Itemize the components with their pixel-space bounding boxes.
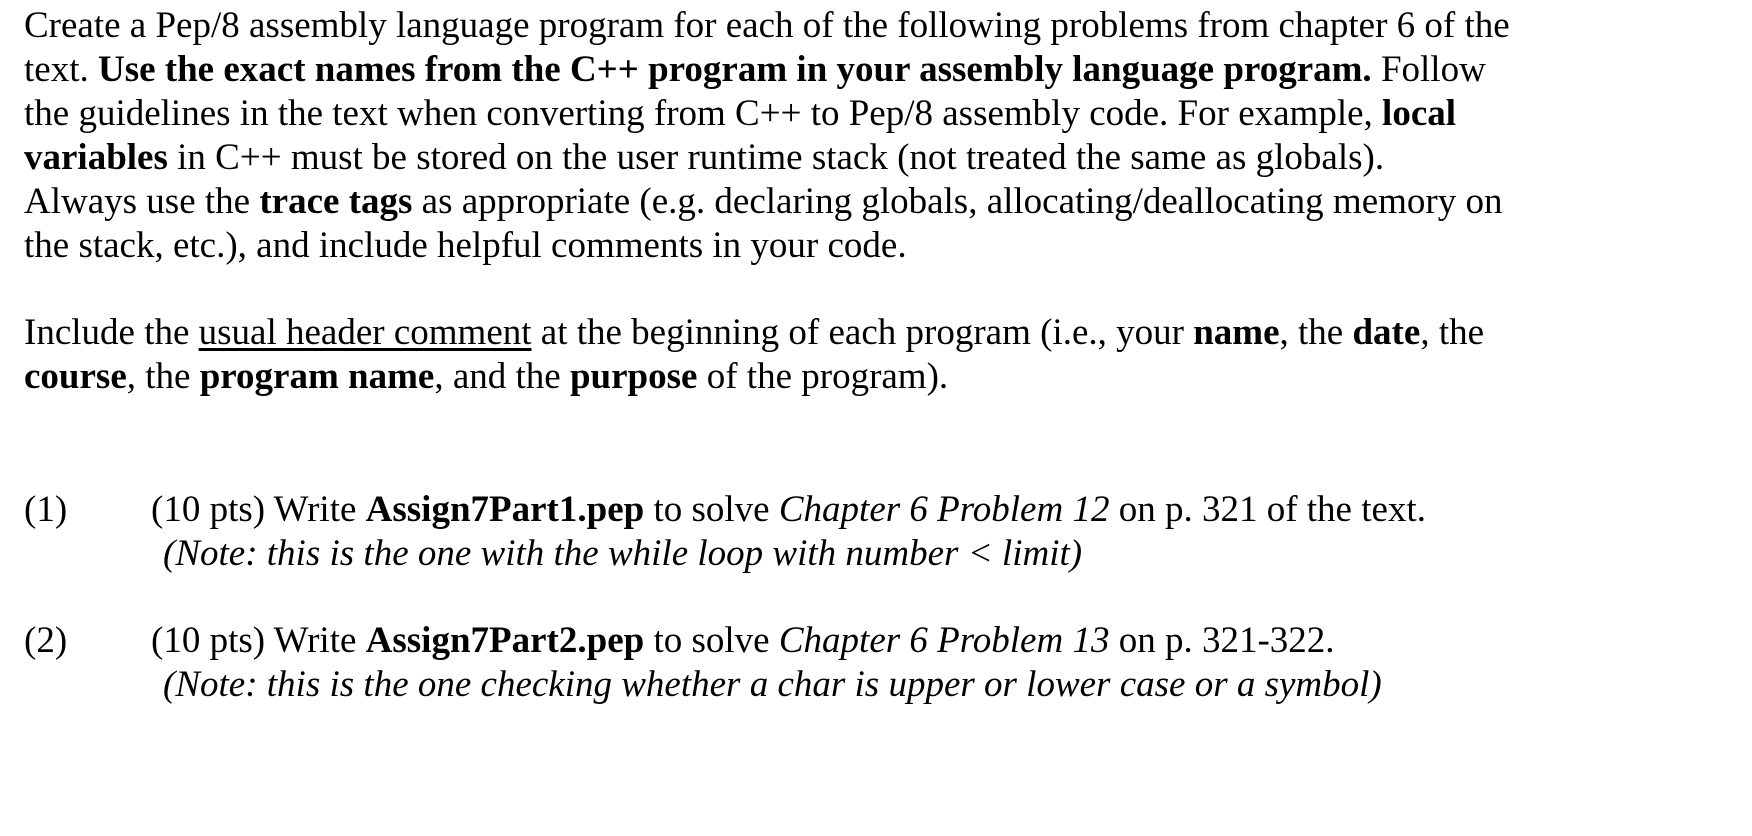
item-1-note: (Note: this is the one with the while loop with number < limit) (163, 533, 1083, 574)
header-text: , the (1279, 312, 1353, 353)
course-emphasis: course (24, 356, 127, 397)
exact-names-emphasis: Use the exact names from the C++ program in your assembly language program. (97, 49, 1372, 90)
header-text: , the (1420, 312, 1485, 353)
item-text: (10 pts) Write (151, 620, 366, 661)
item-1-problem: Chapter 6 Problem 12 (778, 489, 1110, 530)
date-emphasis: date (1352, 312, 1421, 353)
item-text: (10 pts) Write (151, 489, 366, 530)
intro-text: Create a Pep/8 assembly language program for each of the following problems from chapter 6 of the (24, 5, 1510, 46)
item-1-number: (1) (24, 489, 68, 530)
purpose-emphasis: purpose (569, 356, 698, 397)
local-emphasis: local (1382, 93, 1457, 134)
usual-header-comment-emphasis: usual header comment (198, 312, 532, 353)
item-2-note: (Note: this is the one checking whether a char is upper or lower case or a symbol) (163, 664, 1382, 705)
item-1-filename: Assign7Part1.pep (365, 489, 645, 530)
item-2-filename: Assign7Part2.pep (365, 620, 645, 661)
intro-text: the stack, etc.), and include helpful comments in your code. (24, 225, 907, 266)
intro-line-2 (24, 48, 1486, 92)
intro-line-1 (24, 4, 1510, 48)
intro-line-3 (24, 92, 1456, 136)
item-text: on p. 321 of the text. (1109, 489, 1426, 530)
trace-tags-emphasis: trace tags (259, 181, 413, 222)
item-text: on p. 321-322. (1109, 620, 1335, 661)
intro-text: the guidelines in the text when converting from C++ to Pep/8 assembly code. For example, (24, 93, 1383, 134)
program-name-emphasis: program name (199, 356, 435, 397)
header-text: at the beginning of each program (i.e., your (531, 312, 1194, 353)
header-line-2 (24, 355, 948, 399)
item-2-text (151, 619, 1335, 663)
intro-text: as appropriate (e.g. declaring globals, allocating/deallocating memory on (412, 181, 1503, 222)
intro-text: text. (24, 49, 98, 90)
header-text: of the program). (697, 356, 949, 397)
intro-text: in C++ must be stored on the user runtime stack (not treated the same as globals). (167, 137, 1385, 178)
header-text: , and the (434, 356, 570, 397)
intro-text: Always use the (24, 181, 260, 222)
item-1-text (151, 488, 1426, 532)
item-2-problem: Chapter 6 Problem 13 (778, 620, 1110, 661)
item-text: to solve (644, 489, 779, 530)
header-line-1 (24, 311, 1484, 355)
intro-line-5 (24, 180, 1502, 224)
intro-line-6 (24, 224, 907, 268)
header-text: Include the (24, 312, 199, 353)
header-text: , the (126, 356, 200, 397)
item-text: to solve (644, 620, 779, 661)
intro-text: Follow (1371, 49, 1486, 90)
variables-emphasis: variables (24, 137, 168, 178)
item-2-number: (2) (24, 620, 68, 661)
intro-line-4 (24, 136, 1384, 180)
name-emphasis: name (1193, 312, 1280, 353)
